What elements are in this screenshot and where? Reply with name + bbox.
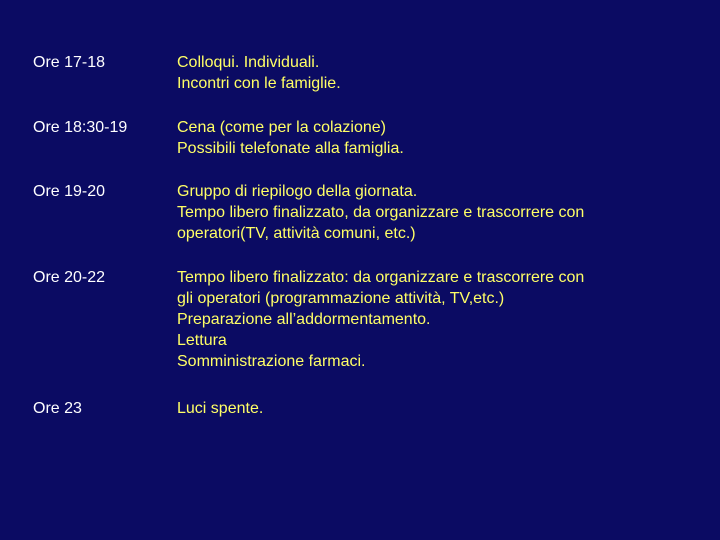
- activity-description: [177, 117, 707, 159]
- activity-line: gli operatori (programmazione attività, TV,etc.): [177, 290, 505, 307]
- activity-line: Somministrazione farmaci.: [177, 353, 366, 370]
- activity-description: [177, 181, 707, 244]
- activity-line: Gruppo di riepilogo della giornata.: [177, 183, 418, 200]
- time-label: Ore 23: [33, 400, 82, 417]
- activity-description: [177, 398, 707, 419]
- activity-line: Colloqui. Individuali.: [177, 54, 320, 71]
- time-label: Ore 20-22: [33, 269, 106, 286]
- activity-line: Luci spente.: [177, 400, 264, 417]
- activity-line: Cena (come per la colazione): [177, 119, 386, 136]
- activity-line: Possibili telefonate alla famiglia.: [177, 140, 404, 157]
- activity-line: Lettura: [177, 332, 227, 349]
- activity-line: operatori(TV, attività comuni, etc.): [177, 225, 416, 242]
- activity-line: Preparazione all’addormentamento.: [177, 311, 431, 328]
- activity-line: Tempo libero finalizzato: da organizzare e trascorrere con: [177, 269, 585, 286]
- time-label: Ore 17-18: [33, 54, 106, 71]
- activity-description: [177, 267, 707, 372]
- activity-description: [177, 52, 707, 94]
- activity-line: Incontri con le famiglie.: [177, 75, 341, 92]
- time-label: Ore 19-20: [33, 183, 106, 200]
- time-label: Ore 18:30-19: [33, 119, 128, 136]
- activity-line: Tempo libero finalizzato, da organizzare e trascorrere con: [177, 204, 585, 221]
